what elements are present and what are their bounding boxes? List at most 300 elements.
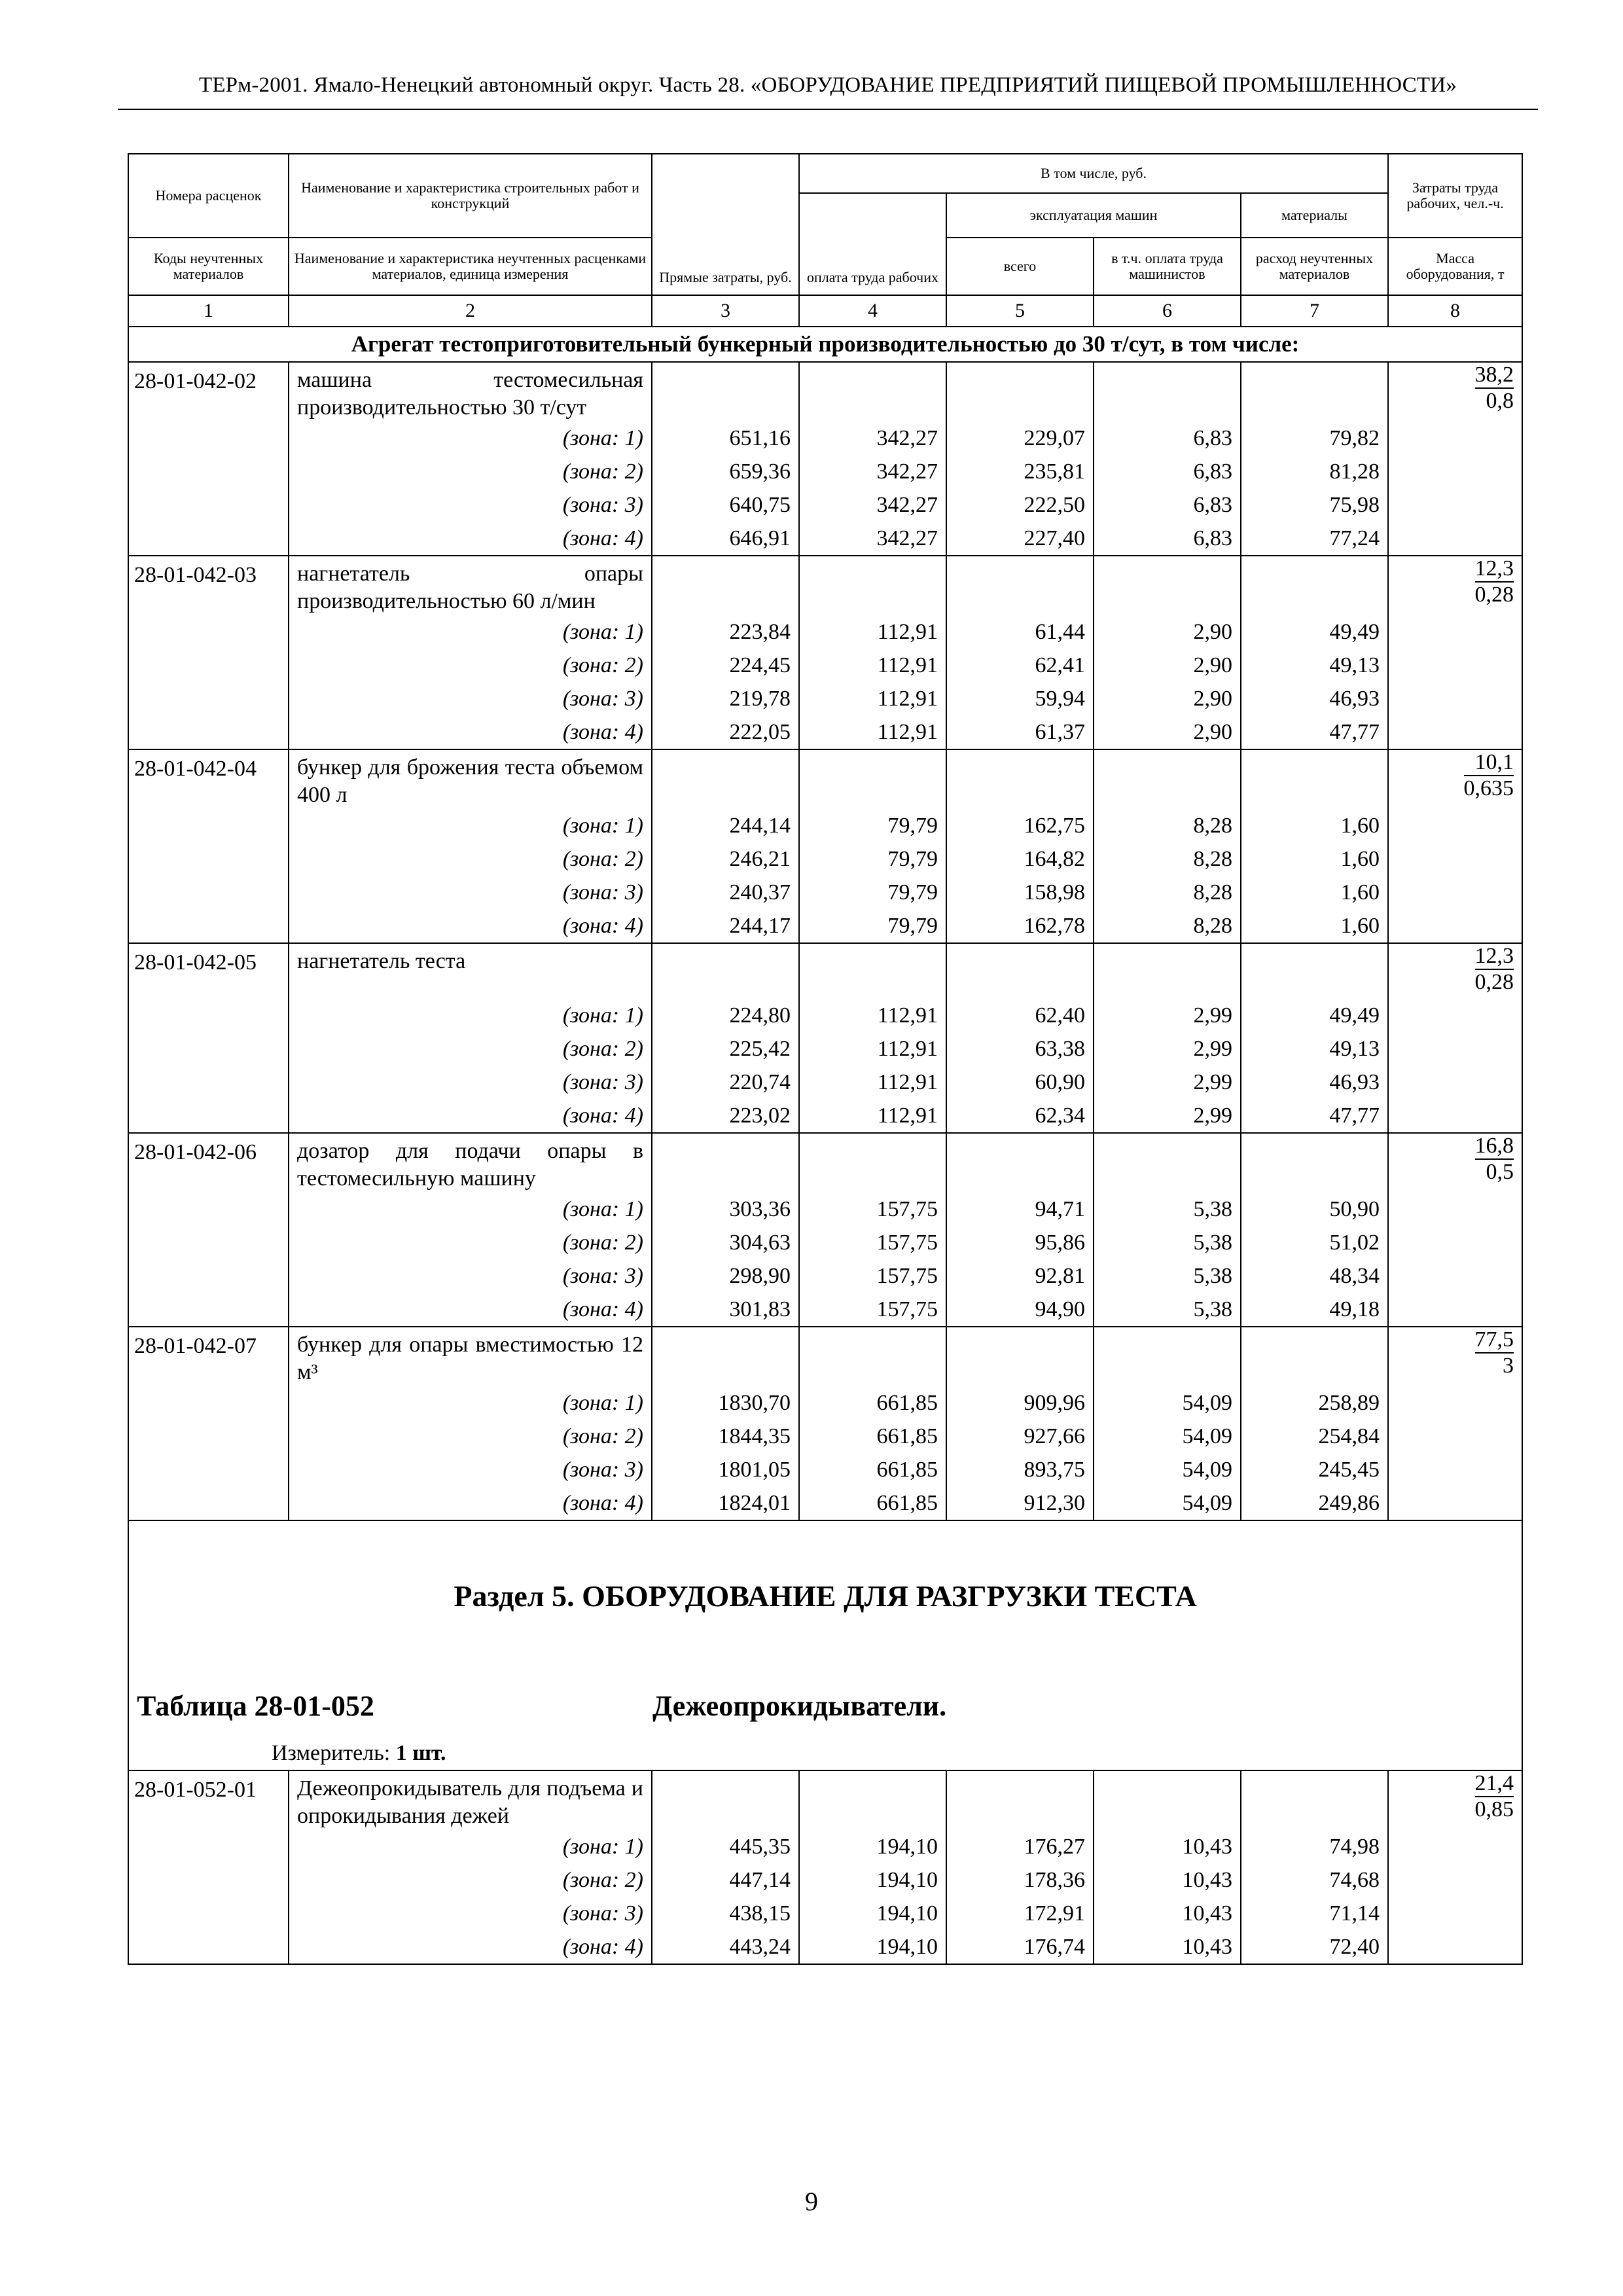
mass-value: 0,5 [1486, 1160, 1514, 1184]
labor-value: 10,1 [1464, 750, 1514, 776]
empty-cell [128, 1897, 289, 1930]
col-number: 5 [946, 295, 1094, 327]
zone-label: (зона: 2) [289, 842, 652, 876]
zone-label: (зона: 3) [289, 682, 652, 715]
zone-label: (зона: 1) [289, 422, 652, 455]
machines-cost: 912,30 [946, 1486, 1094, 1520]
empty-cell [1094, 362, 1241, 422]
rate-code: 28-01-042-04 [128, 749, 289, 809]
machines-cost: 164,82 [946, 842, 1094, 876]
mass-value: 0,28 [1474, 970, 1514, 994]
empty-cell [799, 362, 946, 422]
empty-cell [1388, 1420, 1522, 1453]
col-number: 3 [652, 295, 799, 327]
materials-cost: 249,86 [1241, 1486, 1388, 1520]
materials-cost: 51,02 [1241, 1226, 1388, 1259]
empty-cell [1388, 842, 1522, 876]
zone-label: (зона: 3) [289, 1259, 652, 1293]
empty-cell [1388, 1863, 1522, 1897]
zone-row [128, 1066, 1522, 1099]
zone-row [128, 649, 1522, 682]
zone-row [128, 488, 1522, 522]
machines-cost: 62,41 [946, 649, 1094, 682]
direct-cost: 244,17 [652, 909, 799, 943]
table-label: Таблица 28-01-052 [137, 1690, 374, 1722]
unit-value: 1 шт. [395, 1741, 446, 1765]
materials-cost: 50,90 [1241, 1193, 1388, 1226]
wages-cost: 157,75 [799, 1259, 946, 1293]
empty-cell [1388, 455, 1522, 488]
empty-cell [946, 556, 1094, 615]
operators-wages: 54,09 [1094, 1386, 1241, 1420]
machines-cost: 92,81 [946, 1259, 1094, 1293]
machines-cost: 909,96 [946, 1386, 1094, 1420]
machines-cost: 59,94 [946, 682, 1094, 715]
labor-value: 12,3 [1475, 944, 1514, 970]
direct-cost: 224,80 [652, 999, 799, 1032]
empty-cell [128, 422, 289, 455]
wages-cost: 157,75 [799, 1226, 946, 1259]
direct-cost: 1801,05 [652, 1453, 799, 1486]
materials-cost: 245,45 [1241, 1453, 1388, 1486]
direct-cost: 223,84 [652, 615, 799, 649]
zone-row [128, 1420, 1522, 1453]
direct-cost: 1844,35 [652, 1420, 799, 1453]
empty-cell [128, 809, 289, 842]
rate-code: 28-01-042-05 [128, 943, 289, 999]
empty-cell [946, 1327, 1094, 1386]
empty-cell [128, 1453, 289, 1486]
machines-cost: 61,37 [946, 715, 1094, 749]
direct-cost: 225,42 [652, 1032, 799, 1066]
materials-cost: 46,93 [1241, 682, 1388, 715]
operators-wages: 10,43 [1094, 1863, 1241, 1897]
materials-cost: 48,34 [1241, 1259, 1388, 1293]
machines-cost: 893,75 [946, 1453, 1094, 1486]
head-col8-top: Затраты труда рабочих, чел.-ч. [1388, 154, 1522, 238]
item-row [128, 556, 1522, 615]
wages-cost: 342,27 [799, 422, 946, 455]
materials-cost: 49,13 [1241, 1032, 1388, 1066]
zone-label: (зона: 2) [289, 455, 652, 488]
empty-cell [1388, 1453, 1522, 1486]
operators-wages: 2,99 [1094, 999, 1241, 1032]
empty-cell [128, 876, 289, 909]
labor-mass-fraction [1475, 363, 1514, 414]
materials-cost: 72,40 [1241, 1930, 1388, 1964]
machines-cost: 235,81 [946, 455, 1094, 488]
direct-cost: 219,78 [652, 682, 799, 715]
empty-cell [128, 1386, 289, 1420]
empty-cell [128, 1420, 289, 1453]
head-col6: в т.ч. оплата труда машинистов [1094, 238, 1241, 295]
operators-wages: 2,90 [1094, 715, 1241, 749]
empty-cell [128, 1099, 289, 1133]
direct-cost: 246,21 [652, 842, 799, 876]
operators-wages: 54,09 [1094, 1453, 1241, 1486]
section-title: Раздел 5. ОБОРУДОВАНИЕ ДЛЯ РАЗГРУЗКИ ТЕСТА [454, 1579, 1197, 1613]
machines-cost: 63,38 [946, 1032, 1094, 1066]
zone-row [128, 1226, 1522, 1259]
zone-row [128, 1453, 1522, 1486]
zone-label: (зона: 1) [289, 1830, 652, 1863]
machines-cost: 60,90 [946, 1066, 1094, 1099]
labor-mass-cell [1388, 1770, 1522, 1830]
wages-cost: 79,79 [799, 842, 946, 876]
work-name: бункер для брожения теста объемом 400 л [289, 749, 652, 809]
zone-label: (зона: 4) [289, 1486, 652, 1520]
labor-mass-cell [1388, 1327, 1522, 1386]
empty-cell [128, 649, 289, 682]
rate-code: 28-01-042-07 [128, 1327, 289, 1386]
zone-row [128, 1897, 1522, 1930]
operators-wages: 2,99 [1094, 1032, 1241, 1066]
empty-cell [1388, 1099, 1522, 1133]
direct-cost: 223,02 [652, 1099, 799, 1133]
wages-cost: 194,10 [799, 1863, 946, 1897]
empty-cell [1388, 1193, 1522, 1226]
direct-cost: 301,83 [652, 1293, 799, 1327]
wages-cost: 112,91 [799, 1032, 946, 1066]
empty-cell [652, 1327, 799, 1386]
machines-cost: 227,40 [946, 522, 1094, 556]
zone-row [128, 1386, 1522, 1420]
operators-wages: 6,83 [1094, 522, 1241, 556]
empty-cell [1388, 1386, 1522, 1420]
rate-code: 28-01-052-01 [128, 1770, 289, 1830]
empty-cell [1388, 1293, 1522, 1327]
labor-mass-cell [1388, 943, 1522, 999]
materials-cost: 46,93 [1241, 1066, 1388, 1099]
empty-cell [1388, 522, 1522, 556]
header-rule [118, 109, 1538, 110]
head-col4: оплата труда рабочих [799, 193, 946, 295]
machines-cost: 94,90 [946, 1293, 1094, 1327]
operators-wages: 10,43 [1094, 1830, 1241, 1863]
zone-row [128, 842, 1522, 876]
head-col2-bottom: Наименование и характеристика неучтенных расценками материалов, единица измерения [289, 238, 652, 295]
labor-mass-fraction [1475, 556, 1514, 607]
zone-row [128, 999, 1522, 1032]
direct-cost: 220,74 [652, 1066, 799, 1099]
empty-cell [1388, 1226, 1522, 1259]
item-row [128, 1327, 1522, 1386]
running-title: ТЕРм-2001. Ямало-Ненецкий автономный округ. Часть 28. «ОБОРУДОВАНИЕ ПРЕДПРИЯТИЙ ПИЩЕВОЙ ПРОМЫШЛЕННОСТИ» [198, 73, 1457, 97]
wages-cost: 194,10 [799, 1830, 946, 1863]
zone-row [128, 909, 1522, 943]
materials-cost: 81,28 [1241, 455, 1388, 488]
unit-prefix: Измеритель: [272, 1741, 391, 1765]
direct-cost: 303,36 [652, 1193, 799, 1226]
zone-row [128, 1193, 1522, 1226]
head-col5: всего [946, 238, 1094, 295]
empty-cell [128, 1226, 289, 1259]
wages-cost: 79,79 [799, 809, 946, 842]
zone-row [128, 682, 1522, 715]
zone-label: (зона: 1) [289, 1193, 652, 1226]
head-materials: материалы [1241, 193, 1388, 238]
operators-wages: 2,99 [1094, 1066, 1241, 1099]
zone-row [128, 522, 1522, 556]
zone-label: (зона: 4) [289, 1099, 652, 1133]
direct-cost: 224,45 [652, 649, 799, 682]
work-name: нагнетатель теста [289, 943, 652, 999]
wages-cost: 661,85 [799, 1486, 946, 1520]
zone-label: (зона: 3) [289, 1897, 652, 1930]
empty-cell [799, 1133, 946, 1193]
zone-row [128, 1830, 1522, 1863]
empty-cell [1388, 1259, 1522, 1293]
zone-label: (зона: 1) [289, 615, 652, 649]
empty-cell [1388, 909, 1522, 943]
empty-cell [946, 943, 1094, 999]
empty-cell [128, 1830, 289, 1863]
empty-cell [1388, 1897, 1522, 1930]
labor-mass-cell [1388, 362, 1522, 422]
zone-label: (зона: 1) [289, 1386, 652, 1420]
empty-cell [1388, 715, 1522, 749]
materials-cost: 1,60 [1241, 909, 1388, 943]
zone-label: (зона: 1) [289, 809, 652, 842]
operators-wages: 5,38 [1094, 1226, 1241, 1259]
wages-cost: 157,75 [799, 1293, 946, 1327]
materials-cost: 74,98 [1241, 1830, 1388, 1863]
empty-cell [1388, 488, 1522, 522]
zone-label: (зона: 1) [289, 999, 652, 1032]
head-incl: В том числе, руб. [799, 154, 1388, 193]
machines-cost: 94,71 [946, 1193, 1094, 1226]
item-row [128, 362, 1522, 422]
zone-label: (зона: 3) [289, 1066, 652, 1099]
materials-cost: 77,24 [1241, 522, 1388, 556]
empty-cell [128, 1259, 289, 1293]
empty-cell [128, 1032, 289, 1066]
operators-wages: 8,28 [1094, 909, 1241, 943]
empty-cell [128, 1293, 289, 1327]
empty-cell [128, 455, 289, 488]
operators-wages: 10,43 [1094, 1897, 1241, 1930]
mass-value: 0,635 [1463, 776, 1514, 800]
zone-row [128, 809, 1522, 842]
mass-value: 0,8 [1486, 389, 1514, 413]
empty-cell [128, 999, 289, 1032]
wages-cost: 342,27 [799, 488, 946, 522]
materials-cost: 49,13 [1241, 649, 1388, 682]
zone-row [128, 1930, 1522, 1964]
wages-cost: 112,91 [799, 1099, 946, 1133]
machines-cost: 95,86 [946, 1226, 1094, 1259]
wages-cost: 661,85 [799, 1453, 946, 1486]
zone-label: (зона: 2) [289, 1226, 652, 1259]
mass-value: 3 [1503, 1354, 1514, 1378]
materials-cost: 49,18 [1241, 1293, 1388, 1327]
empty-cell [1388, 615, 1522, 649]
labor-value: 77,5 [1475, 1327, 1514, 1354]
wages-cost: 342,27 [799, 455, 946, 488]
empty-cell [799, 556, 946, 615]
zone-label: (зона: 3) [289, 488, 652, 522]
labor-value: 38,2 [1475, 363, 1514, 389]
empty-cell [128, 715, 289, 749]
wages-cost: 112,91 [799, 999, 946, 1032]
empty-cell [1094, 1327, 1241, 1386]
empty-cell [128, 1863, 289, 1897]
wages-cost: 112,91 [799, 1066, 946, 1099]
wages-cost: 112,91 [799, 715, 946, 749]
col-number: 2 [289, 295, 652, 327]
empty-cell [946, 1770, 1094, 1830]
wages-cost: 79,79 [799, 876, 946, 909]
section-row [128, 1520, 1522, 1770]
operators-wages: 8,28 [1094, 809, 1241, 842]
head-col8-bottom: Масса оборудования, т [1388, 238, 1522, 295]
empty-cell [652, 749, 799, 809]
operators-wages: 54,09 [1094, 1420, 1241, 1453]
empty-cell [128, 909, 289, 943]
machines-cost: 178,36 [946, 1863, 1094, 1897]
machines-cost: 61,44 [946, 615, 1094, 649]
materials-cost: 258,89 [1241, 1386, 1388, 1420]
head-col2-top: Наименование и характеристика строительных работ и конструкций [289, 154, 652, 238]
labor-value: 21,4 [1475, 1771, 1514, 1797]
head-col1-top: Номера расценок [128, 154, 289, 238]
operators-wages: 5,38 [1094, 1193, 1241, 1226]
empty-cell [1388, 682, 1522, 715]
empty-cell [128, 522, 289, 556]
zone-label: (зона: 3) [289, 876, 652, 909]
col-number: 7 [1241, 295, 1388, 327]
empty-cell [128, 682, 289, 715]
empty-cell [128, 1930, 289, 1964]
operators-wages: 6,83 [1094, 455, 1241, 488]
wages-cost: 112,91 [799, 615, 946, 649]
empty-cell [1241, 556, 1388, 615]
machines-cost: 229,07 [946, 422, 1094, 455]
zone-row [128, 715, 1522, 749]
direct-cost: 447,14 [652, 1863, 799, 1897]
machines-cost: 176,74 [946, 1930, 1094, 1964]
machines-cost: 62,34 [946, 1099, 1094, 1133]
machines-cost: 62,40 [946, 999, 1094, 1032]
empty-cell [1094, 1133, 1241, 1193]
direct-cost: 651,16 [652, 422, 799, 455]
operators-wages: 8,28 [1094, 876, 1241, 909]
work-name: машина тестомесильная производительностью 30 т/сут [289, 362, 652, 422]
labor-mass-cell [1388, 556, 1522, 615]
zone-label: (зона: 4) [289, 715, 652, 749]
direct-cost: 443,24 [652, 1930, 799, 1964]
empty-cell [652, 362, 799, 422]
machines-cost: 172,91 [946, 1897, 1094, 1930]
work-name: нагнетатель опары производительностью 60 л/мин [289, 556, 652, 615]
empty-cell [1094, 1770, 1241, 1830]
empty-cell [1241, 1133, 1388, 1193]
wages-cost: 194,10 [799, 1930, 946, 1964]
zone-row [128, 1863, 1522, 1897]
empty-cell [1241, 1770, 1388, 1830]
zone-label: (зона: 4) [289, 1930, 652, 1964]
work-name: Дежеопрокидыватель для подъема и опрокидывания дежей [289, 1770, 652, 1830]
empty-cell [1094, 556, 1241, 615]
work-name: бункер для опары вместимостью 12 м³ [289, 1327, 652, 1386]
materials-cost: 1,60 [1241, 809, 1388, 842]
wages-cost: 342,27 [799, 522, 946, 556]
section-cell [128, 1520, 1522, 1770]
zone-row [128, 876, 1522, 909]
zone-row [128, 1486, 1522, 1520]
materials-cost: 71,14 [1241, 1897, 1388, 1930]
direct-cost: 640,75 [652, 488, 799, 522]
zone-row [128, 615, 1522, 649]
zone-label: (зона: 2) [289, 1032, 652, 1066]
empty-cell [946, 1133, 1094, 1193]
rate-code: 28-01-042-02 [128, 362, 289, 422]
labor-value: 12,3 [1475, 556, 1514, 583]
materials-cost: 1,60 [1241, 876, 1388, 909]
item-row [128, 1133, 1522, 1193]
materials-cost: 79,82 [1241, 422, 1388, 455]
unit-line [272, 1737, 446, 1770]
table-name: Дежеопрокидыватели. [652, 1690, 947, 1722]
head-col7: расход неучтенных материалов [1241, 238, 1388, 295]
head-col1-bottom: Коды неучтенных материалов [128, 238, 289, 295]
operators-wages: 2,90 [1094, 682, 1241, 715]
zone-row [128, 1259, 1522, 1293]
empty-cell [1388, 649, 1522, 682]
empty-cell [799, 1327, 946, 1386]
machines-cost: 162,75 [946, 809, 1094, 842]
zone-row [128, 1099, 1522, 1133]
empty-cell [946, 362, 1094, 422]
direct-cost: 222,05 [652, 715, 799, 749]
operators-wages: 2,90 [1094, 649, 1241, 682]
empty-cell [1388, 999, 1522, 1032]
empty-cell [128, 842, 289, 876]
empty-cell [1388, 876, 1522, 909]
item-row [128, 1770, 1522, 1830]
labor-mass-fraction [1475, 1771, 1514, 1822]
empty-cell [128, 1193, 289, 1226]
empty-cell [128, 1066, 289, 1099]
empty-cell [1241, 943, 1388, 999]
zone-label: (зона: 2) [289, 1863, 652, 1897]
empty-cell [1241, 1327, 1388, 1386]
zone-label: (зона: 4) [289, 522, 652, 556]
machines-cost: 927,66 [946, 1420, 1094, 1453]
zone-label: (зона: 4) [289, 909, 652, 943]
operators-wages: 6,83 [1094, 488, 1241, 522]
rate-code: 28-01-042-06 [128, 1133, 289, 1193]
col-number: 4 [799, 295, 946, 327]
operators-wages: 2,90 [1094, 615, 1241, 649]
machines-cost: 162,78 [946, 909, 1094, 943]
mass-value: 0,85 [1474, 1797, 1514, 1821]
materials-cost: 49,49 [1241, 615, 1388, 649]
wages-cost: 661,85 [799, 1420, 946, 1453]
wages-cost: 194,10 [799, 1897, 946, 1930]
direct-cost: 240,37 [652, 876, 799, 909]
zone-label: (зона: 2) [289, 1420, 652, 1453]
zone-row [128, 1032, 1522, 1066]
work-name: дозатор для подачи опары в тестомесильную машину [289, 1133, 652, 1193]
materials-cost: 74,68 [1241, 1863, 1388, 1897]
empty-cell [1241, 362, 1388, 422]
head-col3: Прямые затраты, руб. [652, 154, 799, 295]
empty-cell [946, 749, 1094, 809]
direct-cost: 304,63 [652, 1226, 799, 1259]
operators-wages: 6,83 [1094, 422, 1241, 455]
empty-cell [128, 1486, 289, 1520]
